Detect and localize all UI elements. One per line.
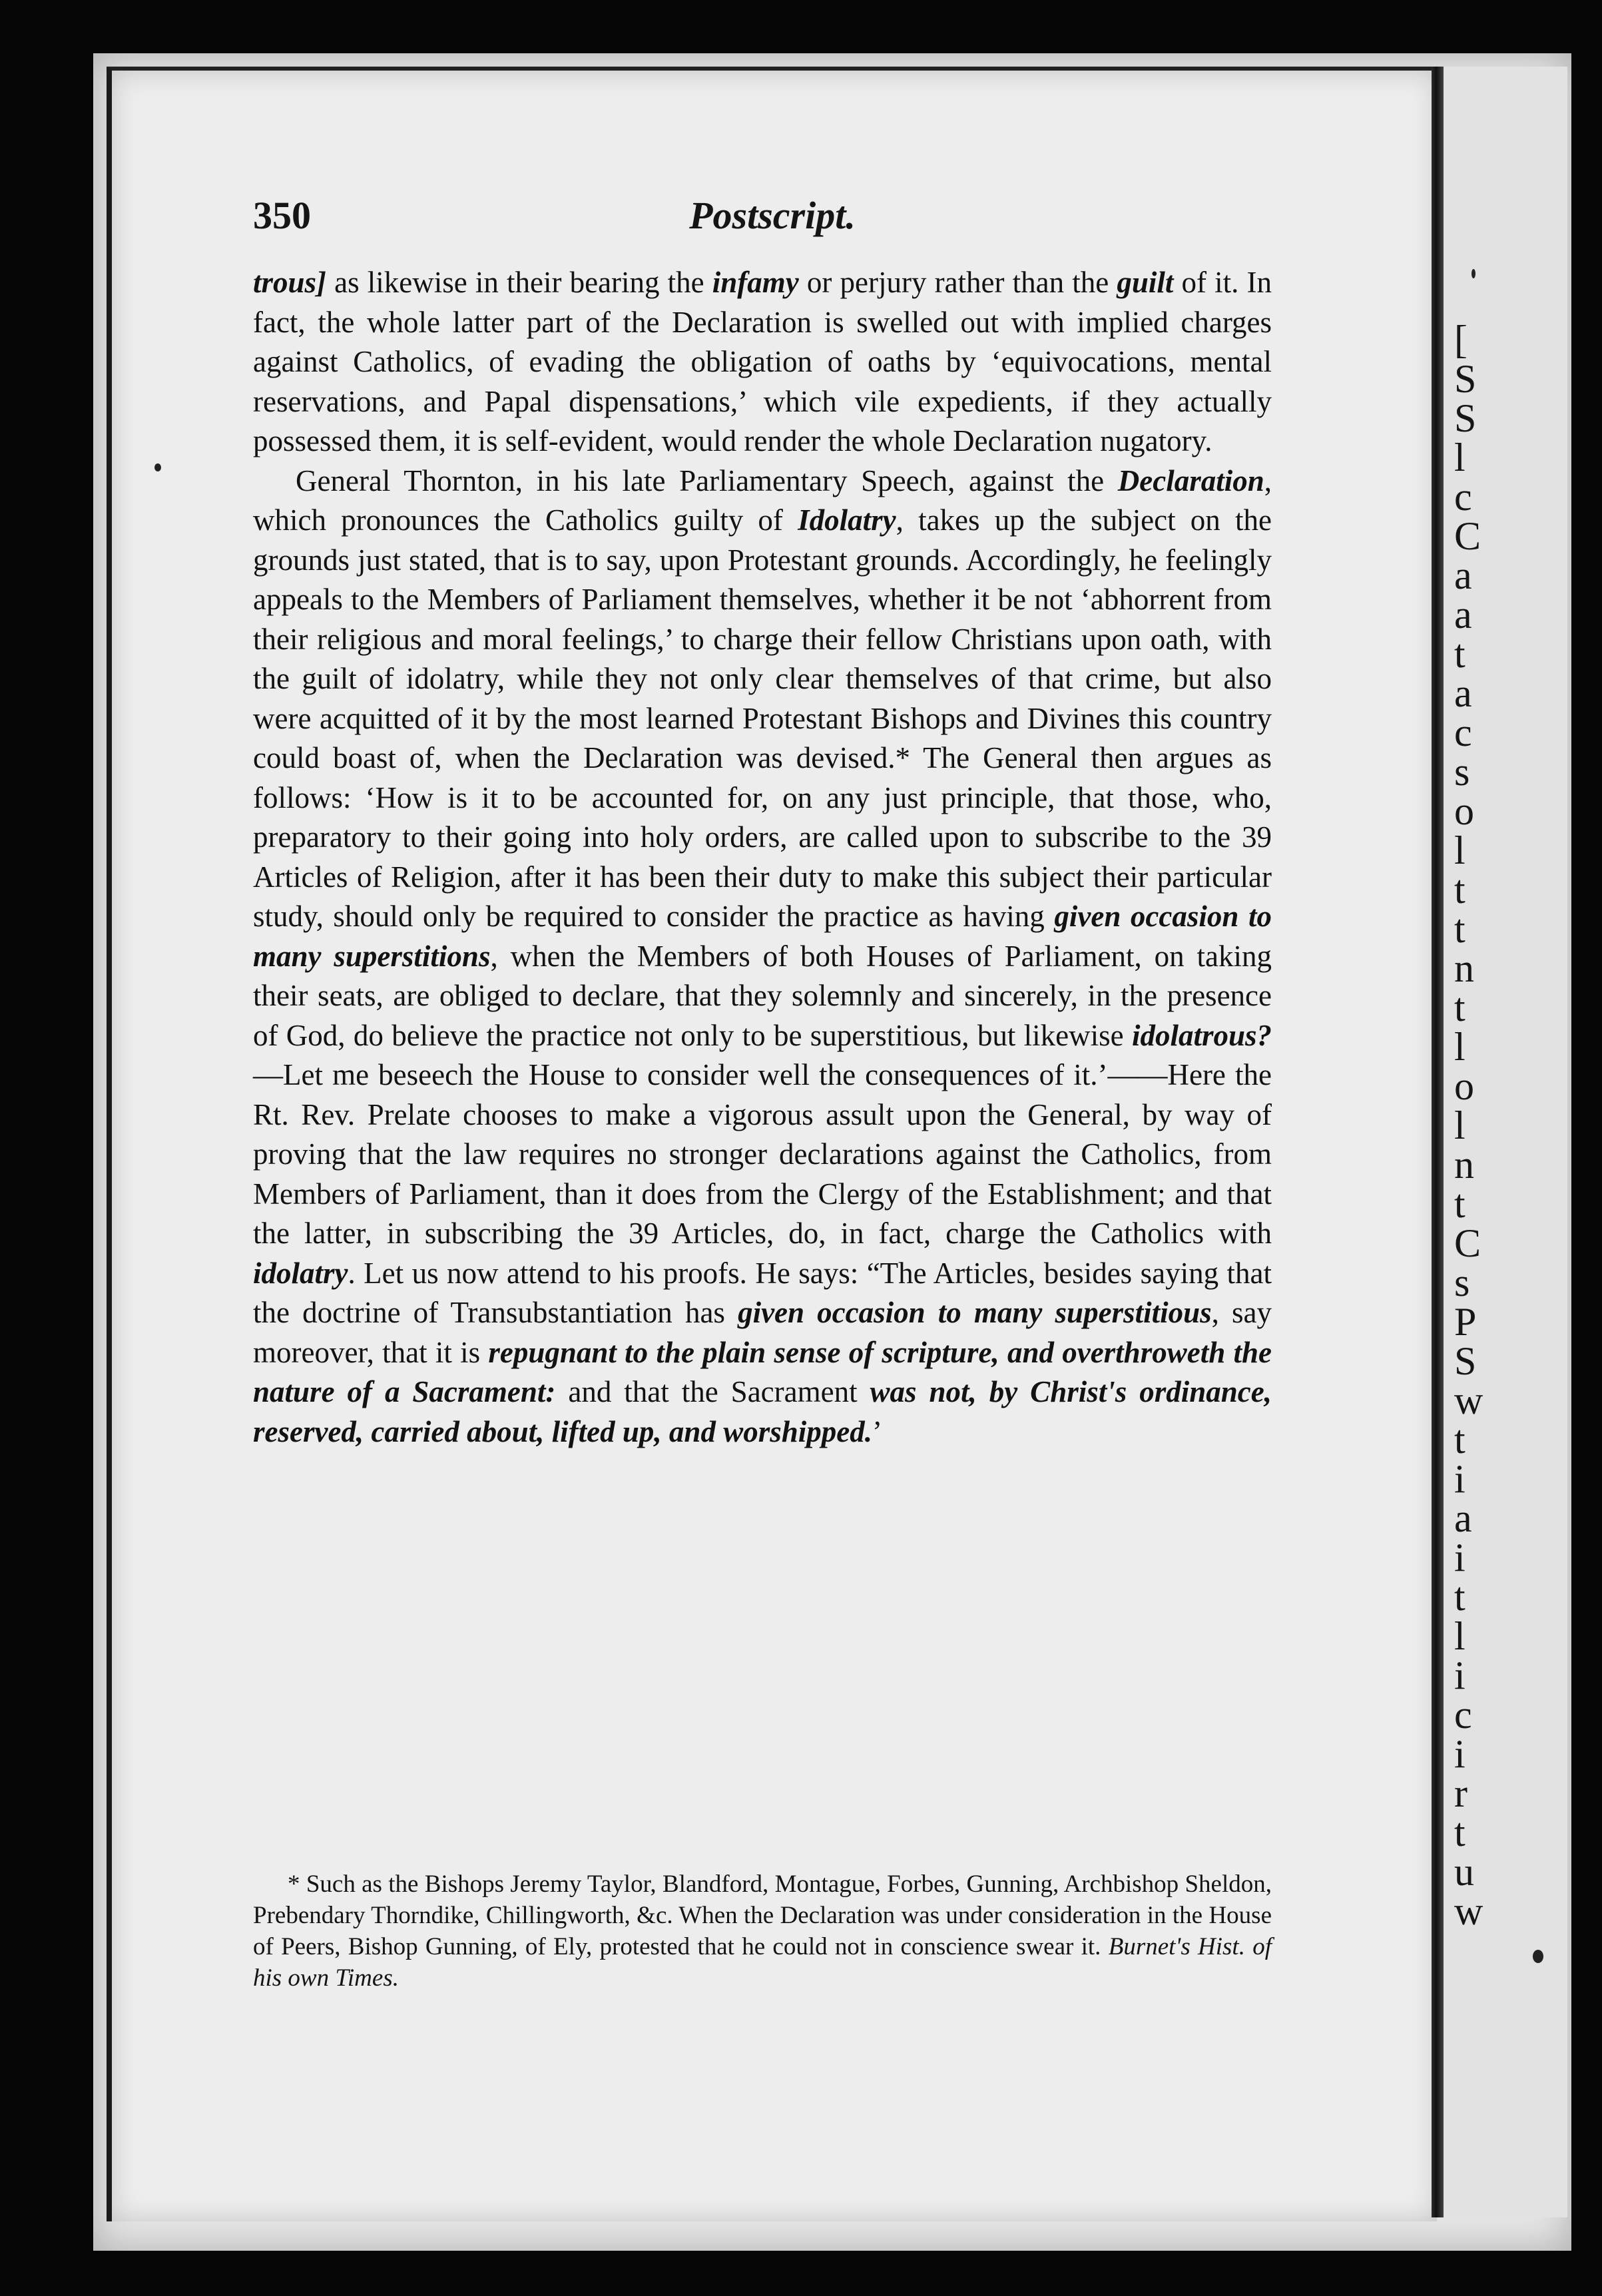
italic-run: idolatrous? [1131, 1018, 1272, 1052]
facing-page-fragment: t [1454, 986, 1466, 1029]
facing-page-fragment: S [1454, 1339, 1477, 1383]
facing-page-fragment: t [1454, 1418, 1466, 1462]
facing-page-fragment: a [1454, 553, 1472, 597]
italic-run: trous] [253, 266, 327, 299]
paragraph [253, 263, 1272, 461]
facing-page-fragment: n [1454, 946, 1474, 990]
facing-page-fragment: l [1454, 1025, 1466, 1069]
footnote-paragraph [253, 1868, 1272, 1994]
facing-page-fragment: n [1454, 1143, 1474, 1187]
text-run: of it. In fact, the whole latter part of the Declaration is swelled out with implied charges against Catholics, of evading the obligation of oaths by ‘equivocations, mental reservations, and Papal dispensations,’ which vile expedients, if they actually possessed them, it is self-evident, would render the whole Declaration nugatory. [253, 266, 1272, 457]
italic-run: given occasion to many superstitions [253, 900, 1272, 973]
scan-speck [154, 463, 161, 471]
facing-page-fragment: t [1454, 868, 1466, 912]
italic-run: was not, by Christ's ordinance, reserved, carried about, lifted up, and worshipped. [253, 1375, 1272, 1448]
facing-page-fragment: [ [1454, 318, 1468, 362]
facing-page-fragment: s [1454, 750, 1470, 794]
facing-page-fragment: i [1454, 1536, 1466, 1579]
facing-page-fragment: P [1454, 1300, 1477, 1344]
facing-page-fragment: t [1454, 1575, 1466, 1619]
italic-run: idolatry [253, 1256, 348, 1290]
text-run: * Such as the Bishops Jeremy Taylor, Blandford, Montague, Forbes, Gunning, Archbishop Sheldon, Prebendary Thorndike, Chillingworth, &c. When the Declaration was under consideration in the House of Peers, Bishop Gunning, of Ely, protested that he could not in conscience swear it. [253, 1870, 1272, 1960]
text-run: , say moreover, that it is [253, 1296, 1272, 1369]
facing-page-fragment: t [1454, 632, 1466, 676]
scan-speck [1533, 1950, 1543, 1963]
facing-page-fragment: t [1454, 907, 1466, 951]
page-header [253, 193, 1292, 246]
footnote [253, 1868, 1272, 1994]
italic-run: infamy [712, 266, 799, 299]
facing-page-fragment: w [1454, 1378, 1483, 1422]
facing-page-edge [1444, 67, 1567, 2217]
facing-page-fragment: l [1454, 1103, 1466, 1147]
facing-page-fragment: s [1454, 1261, 1470, 1304]
running-title: Postscript. [689, 194, 856, 237]
facing-page-fragment: c [1454, 711, 1472, 754]
text-run: as likewise in their bearing the [326, 266, 712, 299]
facing-page-fragment: C [1454, 1221, 1481, 1265]
facing-page-fragment: S [1454, 396, 1477, 440]
text-run: or perjury rather than the [798, 266, 1117, 299]
facing-page-fragment: u [1454, 1850, 1474, 1894]
book-gutter [1432, 67, 1444, 2217]
facing-page-fragment: a [1454, 671, 1472, 715]
facing-page-fragment: c [1454, 1693, 1472, 1737]
text-run: ’ [872, 1414, 882, 1448]
text-run: and that the Sacrament [555, 1375, 870, 1408]
italic-run: given occasion to many superstitious [738, 1296, 1212, 1329]
text-run: . Let us now attend to his proofs. He says: “The Articles, besides saying that the doctrine of Transubstantiation has [253, 1256, 1272, 1329]
text-run: General Thornton, in his late Parliamentary Speech, against the [296, 463, 1118, 497]
italic-run: repugnant to the plain sense of scripture, and overthroweth the nature of a Sacrament: [253, 1335, 1272, 1408]
facing-page-fragment: r [1454, 1771, 1468, 1815]
italic-run: Idolatry [798, 503, 896, 537]
facing-page-fragment: t [1454, 1811, 1466, 1855]
facing-page-fragment: C [1454, 514, 1481, 558]
text-run: , takes up the subject on the grounds just stated, that is to say, upon Protestant grounds. Accordingly, he feelingly appeals to the Members of Parliament themselves, whether it be not ‘abhorrent from their religious and moral feelings,’ to charge their fellow Christians upon oath, with the guilt of idolatry, while they not only clear themselves of that crime, but also were acquitted of it by the most learned Protestant Bishops and Divines this country could boast of, when the Declaration was devised.* The General then argues as follows: ‘How is it to be accounted for, on any just principle, that those, who, preparatory to their going into holy orders, are called upon to subscribe to the 39 Articles of Religion, after it has been their duty to make this subject their particular study, should only be required to consider the practice as having [253, 503, 1272, 933]
page-number: 350 [253, 194, 311, 237]
facing-page-fragment: a [1454, 593, 1472, 637]
paragraph [253, 461, 1272, 1452]
facing-page-fragment: o [1454, 1064, 1474, 1108]
facing-page-fragment: i [1454, 1732, 1466, 1776]
facing-page-fragment: o [1454, 789, 1474, 833]
italic-run: Declaration [1117, 463, 1264, 497]
facing-page-fragment: l [1454, 1614, 1466, 1658]
scan-speck [1471, 269, 1475, 278]
facing-page-fragment: i [1454, 1653, 1466, 1697]
text-run: , which pronounces the Catholics guilty of [253, 463, 1272, 537]
text-run: —Let me beseech the House to consider well the consequences of it.’——Here the Rt. Rev. Prelate chooses to make a vigorous assult upon the General, by way of proving that the law requires no stronger declarations against the Catholics, from Members of Parliament, than it does from the Clergy of the Establishment; and that the latter, in subscribing the 39 Articles, do, in fact, charge the Catholics with [253, 1058, 1272, 1250]
facing-page-fragment: t [1454, 1182, 1466, 1226]
facing-page-fragment: c [1454, 475, 1472, 519]
facing-page-fragment: l [1454, 435, 1466, 479]
facing-page-fragment: i [1454, 1457, 1466, 1501]
body-text [253, 263, 1272, 1452]
facing-page-fragment: w [1454, 1889, 1483, 1933]
facing-page-fragment: l [1454, 828, 1466, 872]
text-run: , when the Members of both Houses of Parliament, on taking their seats, are obliged to declare, that they solemnly and sincerely, in the presence of God, do believe the practice not only to be superstitious, but likewise [253, 939, 1272, 1052]
facing-page-fragment: a [1454, 1496, 1472, 1540]
italic-run: Burnet's Hist. of his own Times. [253, 1933, 1272, 1992]
facing-page-fragment: S [1454, 357, 1477, 401]
italic-run: guilt [1117, 266, 1174, 299]
